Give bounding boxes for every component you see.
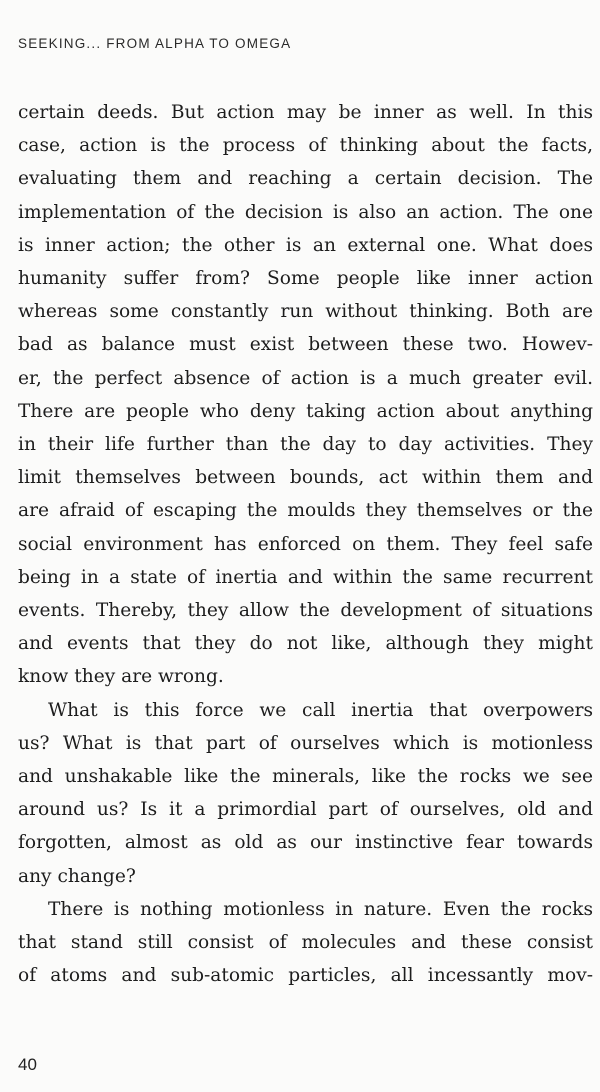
text-line: of atoms and sub-atomic particles, all incessantly mov-	[18, 965, 593, 987]
text-line: events. Thereby, they allow the development of situations	[18, 600, 593, 622]
paragraph-1	[18, 96, 593, 694]
text-line: us? What is that part of ourselves which is motionless	[18, 732, 593, 754]
text-line: evaluating them and reaching a certain decision. The	[18, 168, 593, 190]
text-line: know they are wrong.	[18, 666, 224, 688]
text-line: forgotten, almost as old as our instinctive fear towards	[18, 832, 593, 854]
paragraph-2	[18, 694, 593, 893]
text-line: whereas some constantly run without thinking. Both are	[18, 301, 593, 323]
text-line: certain deeds. But action may be inner as well. In this	[18, 102, 593, 123]
page-number: 40	[18, 1055, 37, 1074]
text-line: that stand still consist of molecules and these consist	[18, 932, 593, 954]
text-line: any change?	[18, 865, 136, 887]
text-line: er, the perfect absence of action is a much greater evil.	[18, 367, 593, 389]
paragraph-3	[18, 893, 593, 993]
text-line: and events that they do not like, although they might	[18, 633, 593, 655]
text-line: social environment has enforced on them. They feel safe	[18, 533, 593, 555]
text-line: humanity suffer from? Some people like inner action	[18, 268, 593, 290]
running-head: SEEKING... FROM ALPHA TO OMEGA	[18, 36, 292, 51]
text-line: being in a state of inertia and within the same recurrent	[18, 566, 593, 588]
text-line: There is nothing motionless in nature. Even the rocks	[48, 898, 593, 920]
text-line: There are people who deny taking action about anything	[18, 400, 593, 422]
text-line: bad as balance must exist between these two. Howev-	[18, 334, 593, 356]
text-line: What is this force we call inertia that overpowers	[48, 699, 593, 721]
text-line: implementation of the decision is also an action. The one	[18, 201, 593, 223]
text-line: and unshakable like the minerals, like the rocks we see	[18, 766, 593, 788]
text-line: in their life further than the day to day activities. They	[18, 434, 593, 456]
text-line: are afraid of escaping the moulds they themselves or the	[18, 500, 593, 522]
text-line: around us? Is it a primordial part of ourselves, old and	[18, 799, 593, 821]
text-line: limit themselves between bounds, act within them and	[18, 467, 593, 489]
text-line: case, action is the process of thinking about the facts,	[18, 135, 593, 157]
text-line: is inner action; the other is an external one. What does	[18, 234, 593, 256]
body-text	[18, 96, 593, 992]
